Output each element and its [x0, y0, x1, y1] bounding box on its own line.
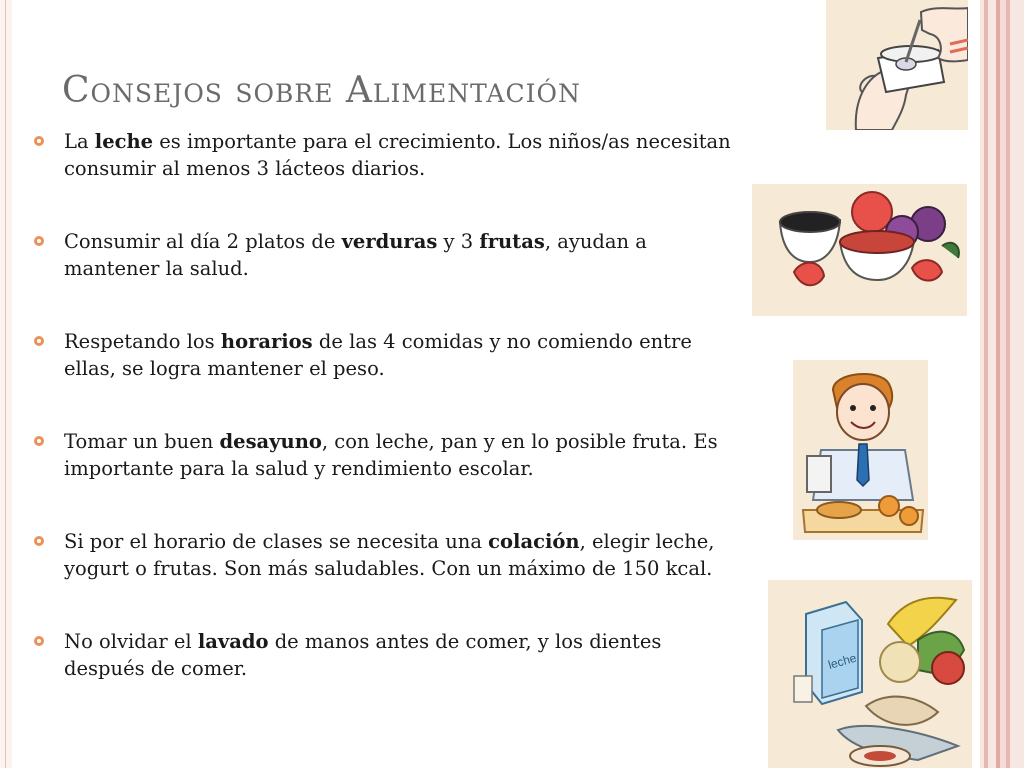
left-border-decoration	[0, 0, 12, 768]
slide-title: Consejos sobre Alimentación	[62, 70, 581, 111]
list-item: No olvidar el lavado de manos antes de comer, y los dientes después de comer.	[32, 628, 744, 682]
keyword: leche	[94, 130, 154, 153]
breakfast-boy-illustration	[793, 360, 928, 540]
yogurt-hands-icon	[826, 0, 968, 130]
assorted-food-icon	[768, 580, 972, 768]
keyword: lavado	[197, 630, 269, 653]
ring-bullet-icon	[34, 236, 44, 246]
assorted-food-illustration	[768, 580, 972, 768]
ring-bullet-icon	[34, 336, 44, 346]
list-item: Consumir al día 2 platos de verduras y 3 frutas, ayudan a mantener la salud.	[32, 228, 744, 282]
fruit-bowls-icon	[752, 184, 967, 316]
boy-breakfast-icon	[793, 360, 928, 540]
ring-bullet-icon	[34, 136, 44, 146]
yogurt-illustration	[826, 0, 968, 130]
ring-bullet-icon	[34, 436, 44, 446]
ring-bullet-icon	[34, 636, 44, 646]
keyword: desayuno	[219, 430, 322, 453]
list-item: Si por el horario de clases se necesita una colación, elegir leche, yogurt o frutas. Son más saludables. Con un máximo de 150 kcal.	[32, 528, 744, 582]
keyword: colación	[488, 530, 580, 553]
list-item: Tomar un buen desayuno, con leche, pan y en lo posible fruta. Es importante para la salud y rendimiento escolar.	[32, 428, 744, 482]
keyword: horarios	[220, 330, 313, 353]
list-item: La leche es importante para el crecimiento. Los niños/as necesitan consumir al menos 3 lácteos diarios.	[32, 128, 744, 182]
fruit-bowls-illustration	[752, 184, 967, 316]
keyword: verduras	[341, 230, 438, 253]
carton-label: leche	[826, 650, 858, 673]
ring-bullet-icon	[34, 536, 44, 546]
advice-list	[32, 128, 744, 682]
keyword: frutas	[479, 230, 545, 253]
list-item: Respetando los horarios de las 4 comidas y no comiendo entre ellas, se logra mantener el peso.	[32, 328, 744, 382]
right-stripes-decoration	[980, 0, 1024, 768]
